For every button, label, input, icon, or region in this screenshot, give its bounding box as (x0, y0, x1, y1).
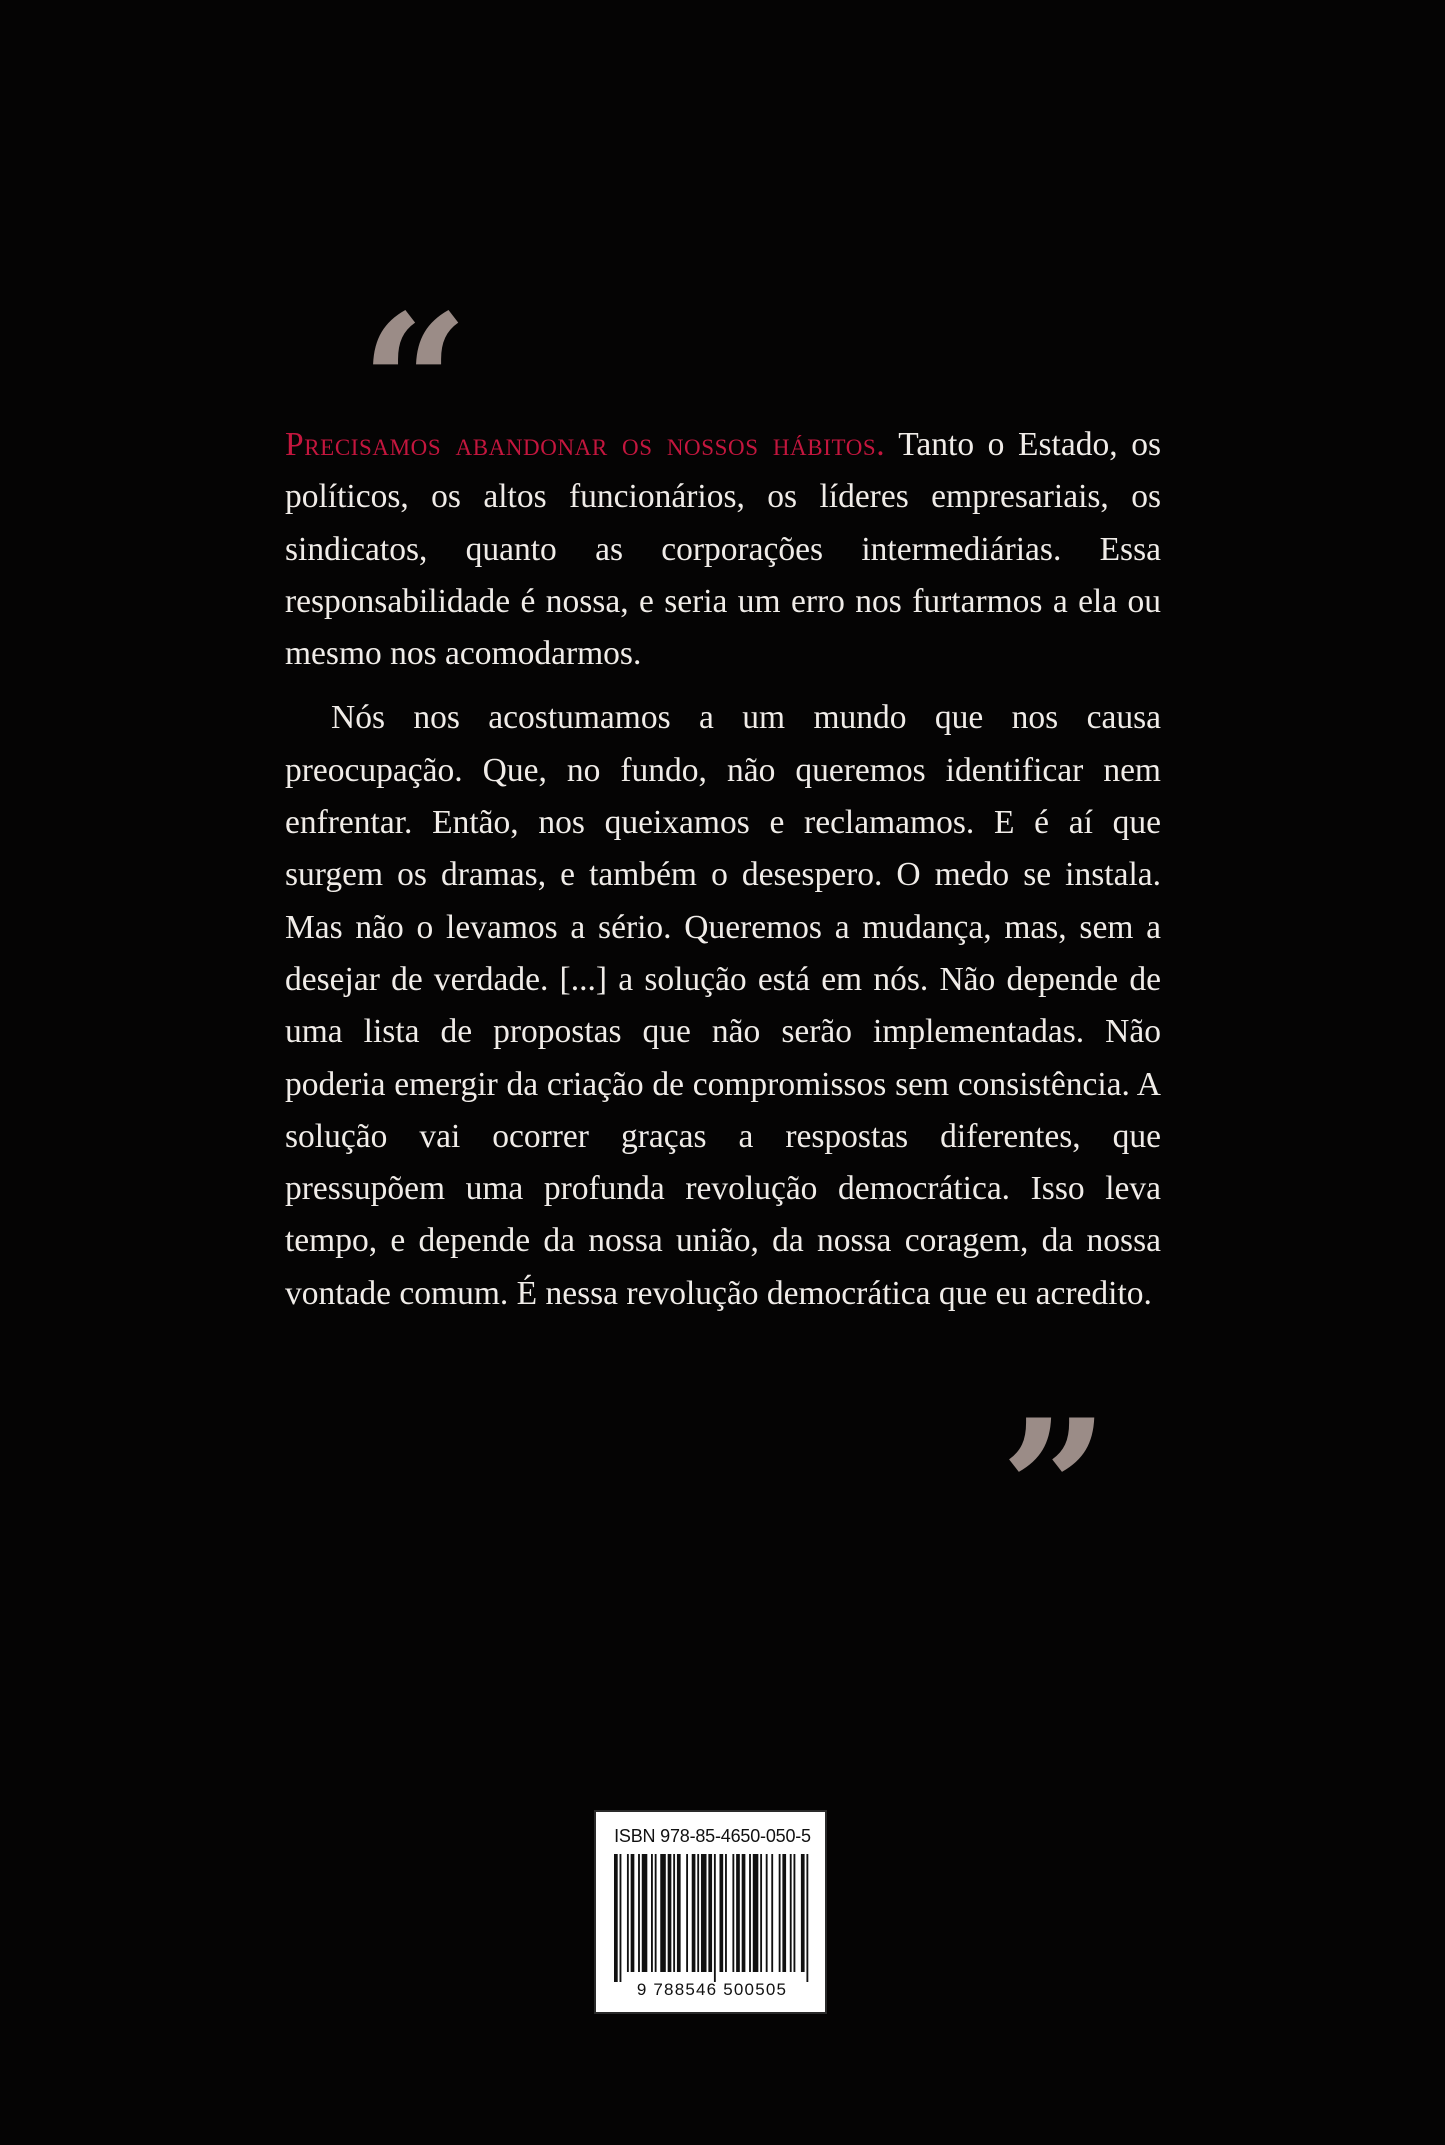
barcode-bar (642, 1854, 648, 1972)
quote-body (285, 419, 1161, 1320)
barcode-bar (620, 1854, 622, 1982)
barcode-bar (782, 1854, 786, 1972)
barcode-bar (719, 1854, 723, 1972)
barcode-bar (794, 1854, 796, 1972)
barcode-bar (627, 1854, 629, 1972)
isbn-barcode (594, 1810, 827, 2014)
barcode-bar (651, 1854, 653, 1972)
barcode-bar (749, 1854, 751, 1972)
barcode-bar (655, 1854, 657, 1972)
barcode-bar (766, 1854, 768, 1972)
barcode-bar (714, 1854, 716, 1982)
barcode-bar (677, 1854, 681, 1972)
barcode-bar (686, 1854, 688, 1972)
barcode-bars (614, 1854, 812, 1982)
barcode-bar (638, 1854, 640, 1972)
barcode-bar (732, 1854, 734, 1972)
barcode-digits: 9 788546 500505 (636, 1980, 788, 1999)
barcode-bar (742, 1854, 746, 1972)
barcode-bar (660, 1854, 666, 1972)
barcode-bar (701, 1854, 707, 1972)
quote-paragraph-1 (285, 419, 1161, 680)
barcode-bar (708, 1854, 712, 1972)
barcode-bar (760, 1854, 762, 1972)
open-quote-icon: “ (360, 273, 470, 496)
barcode-bar (697, 1854, 699, 1972)
isbn-label: ISBN 978-85-4650-050-5 (614, 1826, 811, 1846)
barcode-bar (771, 1854, 773, 1972)
barcode-bar (614, 1854, 618, 1982)
barcode-bar (725, 1854, 727, 1972)
barcode-bar (801, 1854, 805, 1972)
barcode-bar (668, 1854, 672, 1972)
barcode-bar (806, 1854, 808, 1982)
barcode-bar (753, 1854, 759, 1972)
quote-paragraph-1-text: Tanto o Estado, os políticos, os altos funcionários, os líderes empresariais, os sindicatos, quanto as corporações intermediárias. Essa responsabilidade é nossa, e seria um erro nos furtarmos a ela ou mesmo nos acomodarmos. (285, 426, 1161, 673)
barcode-bar (790, 1854, 792, 1972)
quote-lead: Precisamos abandonar os nossos hábitos. (285, 426, 886, 463)
barcode-bar (779, 1854, 781, 1972)
close-quote-icon: ” (1000, 1378, 1110, 1601)
barcode-bar (673, 1854, 675, 1972)
barcode-bar (736, 1854, 740, 1972)
barcode-bar (692, 1854, 696, 1972)
barcode-bar (631, 1854, 635, 1972)
quote-paragraph-2: Nós nos acostumamos a um mundo que nos causa preocupação. Que, no fundo, não queremos identificar nem enfrentar. Então, nos queixamos e reclamamos. E é aí que surgem os dramas, e também o desespero. O medo se instala. Mas não o levamos a sério. Queremos a mudança, mas, sem a desejar de verdade. [...] a solução está em nós. Não depende de uma lista de propostas que não serão implementadas. Não poderia emergir da criação de compromissos sem consistência. A solução vai ocorrer graças a respostas diferentes, que pressupõem uma profunda revolução democrática. Isso leva tempo, e depende da nossa união, da nossa coragem, da nossa vontade comum. É nessa revolução democrática que eu acredito. (285, 699, 1161, 1312)
